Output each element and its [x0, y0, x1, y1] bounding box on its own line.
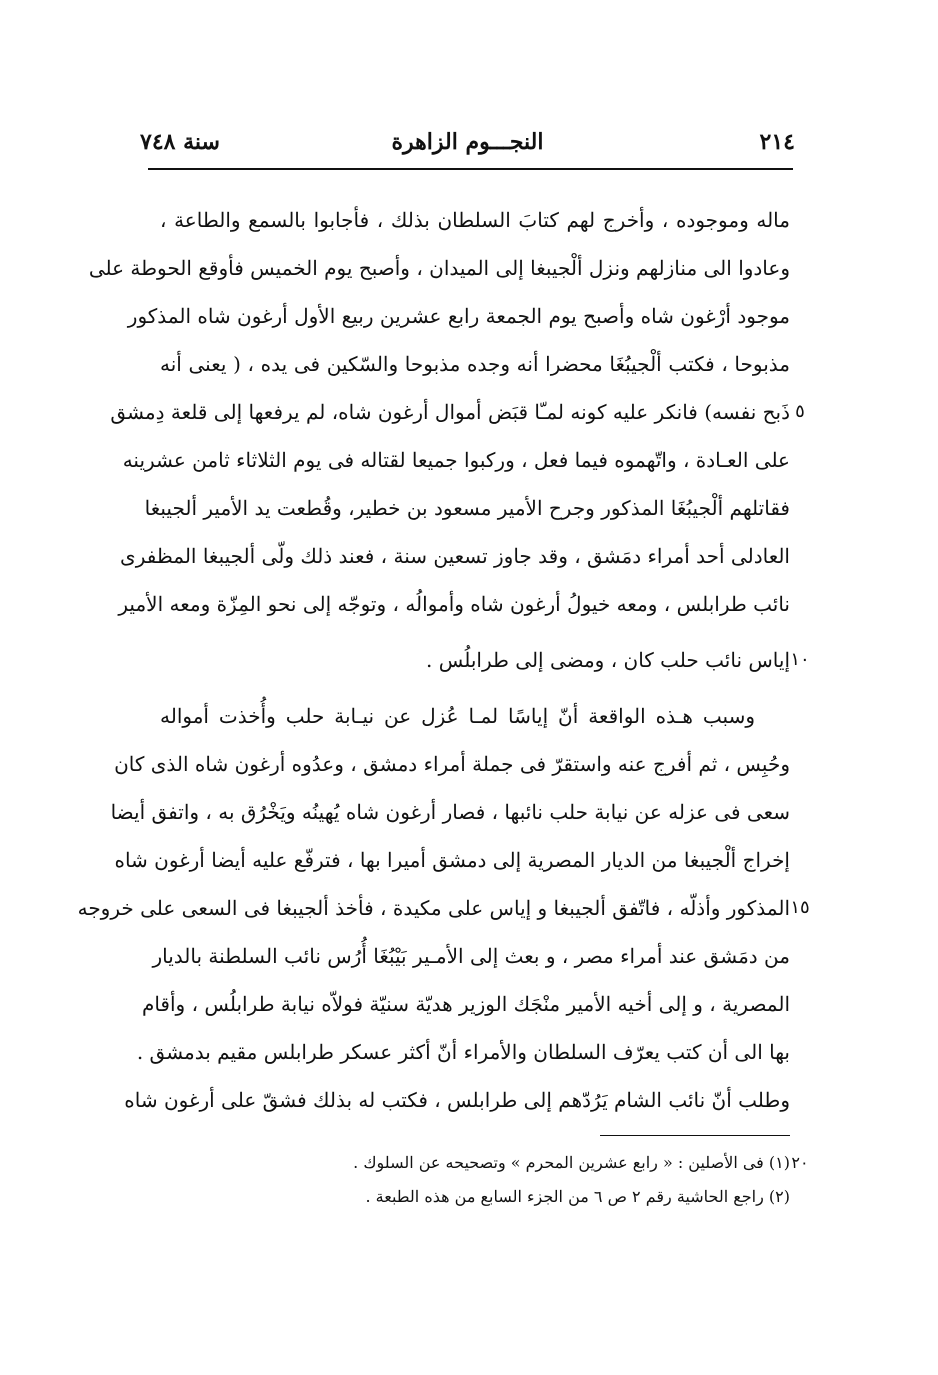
page-number: ٢١٤ — [759, 129, 795, 155]
text-line-15: المذكور وأذلّه ، فاتّفق ألجيبغا و إياس على مكيدة ، فأخذ ألجيبغا فى السعى على خروجه — [77, 896, 790, 920]
text-line-13: سعى فى عزله عن نيابة حلب نائبها ، فصار أرغون شاه يُهينُه ويَخْرُق به ، واتفق أيضا — [110, 800, 790, 824]
text-line-8: العادلى أحد أمراء دمَشق ، وقد جاوز تسعين سنة ، فعند ذلك ولّى ألجيبغا المظفرى — [120, 544, 790, 568]
text-line-18: بها الى أن كتب يعرّف السلطان والأمراء أنّ أكثر عسكر طرابلس مقيم بدمشق . — [136, 1040, 790, 1064]
text-line-3: موجود أرْغون شاه وأصبح يوم الجمعة رابع عشرين ربيع الأول أرغون شاه المذكور — [127, 304, 790, 328]
text-line-12: وحُبِس ، ثم أفرج عنه واستقرّ فى جملة أمراء دمشق ، وعدُوه أرغون شاه الذى كان — [114, 752, 790, 776]
line-number-20: ٢٠ — [791, 1153, 809, 1172]
text-line-14: إخراج ألْجيبغا من الديار المصرية إلى دمشق أميرا بها ، فترفّع عليه أيضا أرغون شاه — [114, 848, 790, 872]
text-line-2: وعادوا الى منازلهم ونزل ألْجيبغا إلى الميدان ، وأصبح يوم الخميس فأوقع الحوطة على — [88, 256, 790, 280]
line-number-15: ١٥ — [790, 897, 810, 918]
text-line-4: مذبوحا ، فكتب ألْجيبُغَا محضرا أنه وجده مذبوحا والسّكين فى يده ، ( يعنى أنه — [160, 352, 790, 376]
text-line-6: على العـادة ، واتّهموه فيما فعل ، وركبوا جميعا لقتاله فى يوم الثلاثاء ثامن عشرينه — [122, 448, 790, 472]
running-header — [140, 122, 795, 162]
footnote-rule — [600, 1135, 790, 1136]
header-rule — [148, 168, 793, 170]
text-line-16: من دمَشق عند أمراء مصر ، و بعث إلى الأمـير بَيْبُغَا أُرُس نائب السلطنة بالديار — [152, 944, 790, 968]
text-line-5: ذَبح نفسه) فانكر عليه كونه لمـّا قبَض أموال أرغون شاه، لم يرفعها إلى قلعة دِمشق — [110, 400, 790, 424]
text-line-7: فقاتلهم ألْجيبُغَا المذكور وجرح الأمير مسعود بن خطير، وقُطعت يد الأمير ألجيبغا — [144, 496, 790, 520]
line-number-5: ٥ — [795, 401, 805, 422]
line-number-10: ١٠ — [790, 649, 810, 670]
year-label: سنة ٧٤٨ — [140, 129, 220, 155]
text-line-9: نائب طرابلس ، ومعه خيولُ أرغون شاه وأموالُه ، وتوجّه إلى نحو المِزّة ومعه الأمير — [118, 592, 790, 616]
book-title: النجـــوم الزاهرة — [391, 129, 544, 155]
text-line-10: إياس نائب حلب كان ، ومضى إلى طرابلُس . — [426, 648, 790, 672]
text-line-11: وسبب هـذه الواقعة أنّ إياسًا لمـا عُزل عن نيـابة حلب وأُخذت أمواله — [160, 704, 755, 728]
footnote-1: (١) فى الأصلين : « رابع عشرين المحرم » وتصحيحه عن السلوك . — [353, 1153, 790, 1172]
text-line-17: المصرية ، و إلى أخيه الأمير منْجَك الوزير هديّة سنيّة فولاّه نيابة طرابلُس ، وأقام — [141, 992, 790, 1016]
text-line-1: ماله وموجوده ، وأخرج لهم كتابَ السلطان بذلك ، فأجابوا بالسمع والطاعة ، — [160, 208, 790, 232]
text-line-19: وطلب أنّ نائب الشام يَرُدّهم إلى طرابلس ، فكتب له بذلك فشقّ على أرغون شاه — [124, 1088, 790, 1112]
footnote-2: (٢) راجع الحاشية رقم ٢ ص ٦ من الجزء السابع من هذه الطبعة . — [365, 1187, 790, 1206]
